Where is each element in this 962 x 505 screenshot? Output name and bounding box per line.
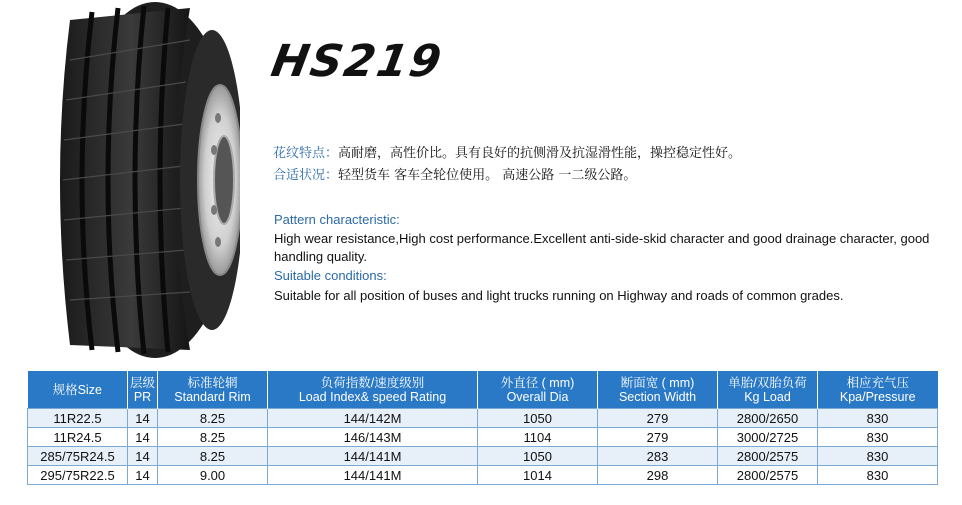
en-pattern-text: High wear resistance,High cost performance.Excellent anti-side-skid character and good drainage character, good handling quality. bbox=[274, 231, 930, 264]
cell-pressure: 830 bbox=[818, 428, 938, 447]
cell-load-index: 144/141M bbox=[268, 466, 478, 485]
header-pressure: 相应充气压 Kpa/Pressure bbox=[818, 371, 938, 409]
en-pattern-label: Pattern characteristic: bbox=[274, 212, 400, 227]
header-rim: 标准轮辋 Standard Rim bbox=[158, 371, 268, 409]
tire-image bbox=[40, 0, 240, 360]
cell-overall-dia: 1050 bbox=[478, 409, 598, 428]
cell-load-index: 144/142M bbox=[268, 409, 478, 428]
cell-kg-load: 3000/2725 bbox=[718, 428, 818, 447]
cell-rim: 8.25 bbox=[158, 409, 268, 428]
cell-size: 11R24.5 bbox=[28, 428, 128, 447]
cn-suit-line bbox=[273, 164, 636, 183]
cell-size: 11R22.5 bbox=[28, 409, 128, 428]
header-size: 规格Size bbox=[28, 371, 128, 409]
cell-load-index: 146/143M bbox=[268, 428, 478, 447]
cell-pressure: 830 bbox=[818, 447, 938, 466]
cell-overall-dia: 1014 bbox=[478, 466, 598, 485]
cell-kg-load: 2800/2575 bbox=[718, 466, 818, 485]
cell-kg-load: 2800/2650 bbox=[718, 409, 818, 428]
header-pr: 层级 PR bbox=[128, 371, 158, 409]
cell-overall-dia: 1104 bbox=[478, 428, 598, 447]
cn-suit-label: 合适状况： bbox=[273, 168, 339, 183]
cell-section-width: 279 bbox=[598, 428, 718, 447]
cell-pr: 14 bbox=[128, 428, 158, 447]
model-name: HS219 bbox=[267, 36, 447, 87]
spec-table bbox=[27, 371, 938, 485]
cell-overall-dia: 1050 bbox=[478, 447, 598, 466]
cell-pressure: 830 bbox=[818, 466, 938, 485]
header-overall-dia: 外直径 ( mm) Overall Dia bbox=[478, 371, 598, 409]
header-load-index: 负荷指数/速度级别 Load Index& speed Rating bbox=[268, 371, 478, 409]
cell-kg-load: 2800/2575 bbox=[718, 447, 818, 466]
cn-suit-text: 轻型货车 客车全轮位使用。 高速公路 一二级公路。 bbox=[338, 168, 637, 183]
cell-size: 295/75R22.5 bbox=[28, 466, 128, 485]
cell-rim: 8.25 bbox=[158, 428, 268, 447]
cell-rim: 8.25 bbox=[158, 447, 268, 466]
cell-section-width: 283 bbox=[598, 447, 718, 466]
cell-rim: 9.00 bbox=[158, 466, 268, 485]
table-row bbox=[28, 409, 938, 428]
cell-pressure: 830 bbox=[818, 409, 938, 428]
cell-pr: 14 bbox=[128, 466, 158, 485]
cn-pattern-label: 花纹特点： bbox=[273, 146, 339, 161]
en-suit-label: Suitable conditions: bbox=[274, 268, 387, 283]
en-suit-text: Suitable for all position of buses and light trucks running on Highway and roads of common grades. bbox=[274, 288, 844, 303]
header-section-width: 断面宽 ( mm) Section Width bbox=[598, 371, 718, 409]
cell-section-width: 279 bbox=[598, 409, 718, 428]
header-kg-load: 单胎/双胎负荷 Kg Load bbox=[718, 371, 818, 409]
cell-load-index: 144/141M bbox=[268, 447, 478, 466]
cn-pattern-text: 高耐磨，高性价比。具有良好的抗侧滑及抗湿滑性能，操控稳定性好。 bbox=[338, 146, 742, 161]
table-header-row bbox=[28, 371, 938, 409]
cell-pr: 14 bbox=[128, 447, 158, 466]
cn-pattern-line bbox=[273, 142, 741, 161]
cell-section-width: 298 bbox=[598, 466, 718, 485]
cell-pr: 14 bbox=[128, 409, 158, 428]
cell-size: 285/75R24.5 bbox=[28, 447, 128, 466]
table-row bbox=[28, 428, 938, 447]
table-row bbox=[28, 447, 938, 466]
table-row bbox=[28, 466, 938, 485]
